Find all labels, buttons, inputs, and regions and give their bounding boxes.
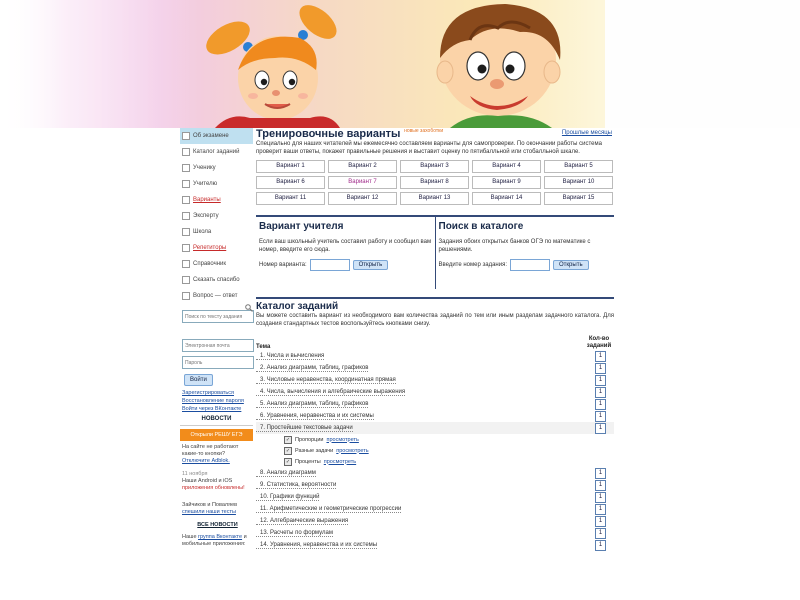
qty-input[interactable]: 1 <box>595 375 606 386</box>
news-date: 11 ноября <box>182 471 208 477</box>
variant-button[interactable]: Вариант 4 <box>472 160 541 173</box>
topic-name[interactable]: 13. Расчеты по формулам <box>256 530 333 537</box>
nav-bullet-icon <box>182 292 190 300</box>
news-item-apps: 11 ноября Наши Android и iOS приложения обновлены! <box>180 471 253 492</box>
nav-item[interactable] <box>180 224 253 240</box>
subtopic-checkbox[interactable]: ✓ <box>285 458 291 465</box>
nav-bullet-icon <box>182 148 190 156</box>
variant-button[interactable]: Вариант 11 <box>256 192 325 205</box>
table-row <box>256 479 614 491</box>
nav-item[interactable] <box>180 240 253 256</box>
password-field[interactable] <box>182 356 254 369</box>
open-oge-banner[interactable]: Открыли РЕШУ ЕГЭ <box>180 429 253 441</box>
nav-item-label: Эксперту <box>193 213 219 219</box>
open-task-button[interactable]: Открыть <box>553 260 589 270</box>
main-content <box>256 128 614 600</box>
variant-button[interactable]: Вариант 15 <box>544 192 613 205</box>
qty-input[interactable]: 1 <box>595 411 606 422</box>
topic-name[interactable]: 8. Анализ диаграмм <box>256 470 316 477</box>
task-number-label: Введите номер задания: <box>438 262 507 268</box>
subtopic-checkbox[interactable]: ✓ <box>285 436 291 443</box>
catalog-table-header <box>256 336 614 350</box>
col-theme: Тема <box>256 344 271 350</box>
subtopic-label: Проценты <box>295 458 321 465</box>
sidebar-nav <box>180 128 253 304</box>
topic-name[interactable]: 6. Уравнения, неравенства и их системы <box>256 413 374 420</box>
qty-input[interactable]: 1 <box>595 468 606 479</box>
table-row <box>256 374 614 386</box>
variant-button[interactable]: Вариант 3 <box>400 160 469 173</box>
vk-login-link[interactable]: Войти через ВКонтакте <box>182 406 242 412</box>
open-variant-button[interactable]: Открыть <box>353 260 389 270</box>
nav-item-label: Об экзамене <box>193 133 229 139</box>
table-row <box>256 515 614 527</box>
variant-number-label: Номер варианта: <box>259 262 307 268</box>
table-row <box>256 362 614 374</box>
nav-item-label: Справочник <box>193 261 226 267</box>
variant-button[interactable]: Вариант 9 <box>472 176 541 189</box>
nav-item[interactable] <box>180 144 253 160</box>
search-icon[interactable] <box>245 304 253 314</box>
topic-name[interactable]: 1. Числа и вычисления <box>256 353 324 360</box>
register-link[interactable]: Зарегистрироваться <box>182 390 235 396</box>
variants-grid <box>256 160 614 205</box>
nav-bullet-icon <box>182 260 190 268</box>
nav-item-label: Ученику <box>193 165 216 171</box>
nav-item-label: Каталог заданий <box>193 149 240 155</box>
task-catalog <box>256 297 614 551</box>
header-banner <box>0 0 800 128</box>
title-badge: новые захоботки <box>404 128 444 134</box>
page-title: Тренировочные варианты <box>256 128 401 140</box>
nav-item[interactable] <box>180 176 253 192</box>
teacher-panel-text: Если ваш школьный учитель составил работу и сообщил вам номер, введите его сюда. <box>259 239 432 253</box>
nav-item[interactable] <box>180 272 253 288</box>
qty-input[interactable]: 1 <box>595 528 606 539</box>
topic-name[interactable]: 10. Графики функций <box>256 494 319 501</box>
nav-bullet-icon <box>182 244 190 252</box>
nav-bullet-icon <box>182 212 190 220</box>
table-row <box>256 422 614 434</box>
nav-item-label: Вопрос — ответ <box>193 293 238 299</box>
intro-description: Специально для наших читателей мы ежемесячно составляем варианты для самопроверки. По окончании работы система проверит ваши ответы, покажет правильные решения и выставит оценку по пятибалльной или стобалльной шкале. <box>256 141 602 155</box>
boy-illustration <box>437 4 560 128</box>
variant-button[interactable]: Вариант 1 <box>256 160 325 173</box>
variant-button[interactable]: Вариант 12 <box>328 192 397 205</box>
catalog-panel-title: Поиск в каталоге <box>438 221 524 232</box>
qty-input[interactable]: 1 <box>595 480 606 491</box>
view-link[interactable]: просмотреть <box>323 458 357 465</box>
qty-input[interactable]: 1 <box>595 387 606 398</box>
qty-input[interactable]: 1 <box>595 492 606 503</box>
view-link[interactable]: просмотреть <box>326 436 359 443</box>
variant-button[interactable]: Вариант 5 <box>544 160 613 173</box>
topic-name[interactable]: 4. Числа, вычисления и алгебраические выражения <box>256 389 405 396</box>
email-field[interactable] <box>182 339 254 352</box>
nav-bullet-icon <box>182 196 190 204</box>
nav-item[interactable] <box>180 192 253 208</box>
teacher-variant-panel <box>256 217 435 289</box>
adblock-link[interactable]: Отключите Adblok. <box>182 458 230 464</box>
subtopic-checkbox[interactable]: ✓ <box>285 447 291 454</box>
table-row <box>256 527 614 539</box>
catalog-search-panel <box>435 217 615 289</box>
variant-button[interactable]: Вариант 8 <box>400 176 469 189</box>
qty-input[interactable]: 1 <box>595 423 606 434</box>
kids-illustration <box>0 0 800 128</box>
variant-number-input[interactable] <box>310 259 350 271</box>
qty-input[interactable]: 1 <box>595 516 606 527</box>
topic-name[interactable]: 12. Алгебраические выражения <box>256 518 348 525</box>
topic-name[interactable]: 7. Простейшие текстовые задачи <box>256 425 353 432</box>
nav-item-label: Сказать спасибо <box>193 277 240 283</box>
nav-bullet-icon <box>182 164 190 172</box>
all-news-link[interactable]: ВСЕ НОВОСТИ <box>197 522 238 528</box>
qty-input[interactable]: 1 <box>595 504 606 515</box>
nav-item[interactable] <box>180 288 253 304</box>
subtopic-label: Пропорции <box>295 436 324 443</box>
news-item-authors: Зайчиков и Поваляев спешили наши тесты <box>182 502 238 515</box>
teacher-panel-title: Вариант учителя <box>259 221 344 232</box>
subtopic-label: Разные задачи <box>295 447 334 454</box>
subtopic-row <box>256 434 614 445</box>
variant-button[interactable]: Вариант 6 <box>256 176 325 189</box>
nav-item[interactable] <box>180 160 253 176</box>
topic-name[interactable]: 5. Анализ диаграмм, таблиц, графиков <box>256 401 368 408</box>
nav-item[interactable] <box>180 208 253 224</box>
table-row <box>256 467 614 479</box>
topic-name[interactable]: 2. Анализ диаграмм, таблиц, графиков <box>256 365 368 372</box>
prev-months-link[interactable]: Прошлые месяцы <box>561 130 612 136</box>
topic-name[interactable]: 3. Числовые неравенства, координатная прямая <box>256 377 396 384</box>
subtopic-row <box>256 445 614 456</box>
nav-bullet-icon <box>182 228 190 236</box>
qty-input[interactable]: 1 <box>595 399 606 410</box>
restore-password-link[interactable]: Восстановление пароля <box>182 398 244 404</box>
variant-button[interactable]: Вариант 7 <box>328 176 397 189</box>
left-sidebar <box>180 128 253 600</box>
subtopic-row <box>256 456 614 467</box>
table-row <box>256 386 614 398</box>
task-number-input[interactable] <box>510 259 550 271</box>
table-row <box>256 410 614 422</box>
catalog-title: Каталог заданий <box>256 301 339 312</box>
panels-row <box>256 215 614 289</box>
vk-group-link[interactable]: группа Вконтакте <box>198 534 243 540</box>
table-row <box>256 503 614 515</box>
login-button[interactable]: Войти <box>184 374 213 386</box>
table-row <box>256 491 614 503</box>
nav-item-label: Учителю <box>193 181 218 187</box>
news-heading: НОВОСТИ <box>180 413 253 426</box>
nav-item-label: Репетиторы <box>193 245 227 251</box>
view-link[interactable]: просмотреть <box>336 447 369 454</box>
apps-updated-link[interactable]: приложения обновлены! <box>182 485 245 491</box>
nav-item[interactable] <box>180 256 253 272</box>
vk-group-text: Наше группа Вконтакте и мобильные приложения: <box>182 534 247 547</box>
qty-input[interactable]: 1 <box>595 540 606 551</box>
adblock-notice: На сайте не работают какие-то кнопки? Отключите Adblok. <box>182 444 239 464</box>
topic-name[interactable]: 9. Статистика, вероятности <box>256 482 336 489</box>
table-row <box>256 398 614 410</box>
girl-illustration <box>201 0 343 128</box>
nav-bullet-icon <box>182 276 190 284</box>
variant-button[interactable]: Вариант 14 <box>472 192 541 205</box>
variant-button[interactable]: Вариант 2 <box>328 160 397 173</box>
topic-name[interactable]: 11. Арифметические и геометрические прогрессии <box>256 506 401 513</box>
table-row <box>256 350 614 362</box>
nav-bullet-icon <box>182 180 190 188</box>
variant-button[interactable]: Вариант 10 <box>544 176 613 189</box>
nav-item[interactable] <box>180 128 253 144</box>
catalog-panel-text: Задания обоих открытых банков ОГЭ по математике с решениями. <box>438 239 591 253</box>
variant-button[interactable]: Вариант 13 <box>400 192 469 205</box>
topic-name[interactable]: 14. Уравнения, неравенства и их системы <box>256 542 377 549</box>
qty-input[interactable]: 1 <box>595 351 606 362</box>
nav-item-label: Школа <box>193 229 212 235</box>
table-row <box>256 539 614 551</box>
catalog-description: Вы можете составить вариант из необходимого вам количества заданий по тем или иным разделам задачного каталога. Для создания стандартных тестов воспользуйтесь кнопками снизу. <box>256 313 614 327</box>
site-search-input[interactable] <box>182 310 254 323</box>
nav-bullet-icon <box>182 132 190 140</box>
nav-item-label: Варианты <box>193 197 221 203</box>
authors-link[interactable]: спешили наши тесты <box>182 509 236 515</box>
col-qty: Кол-во заданий <box>586 336 612 349</box>
qty-input[interactable]: 1 <box>595 363 606 374</box>
